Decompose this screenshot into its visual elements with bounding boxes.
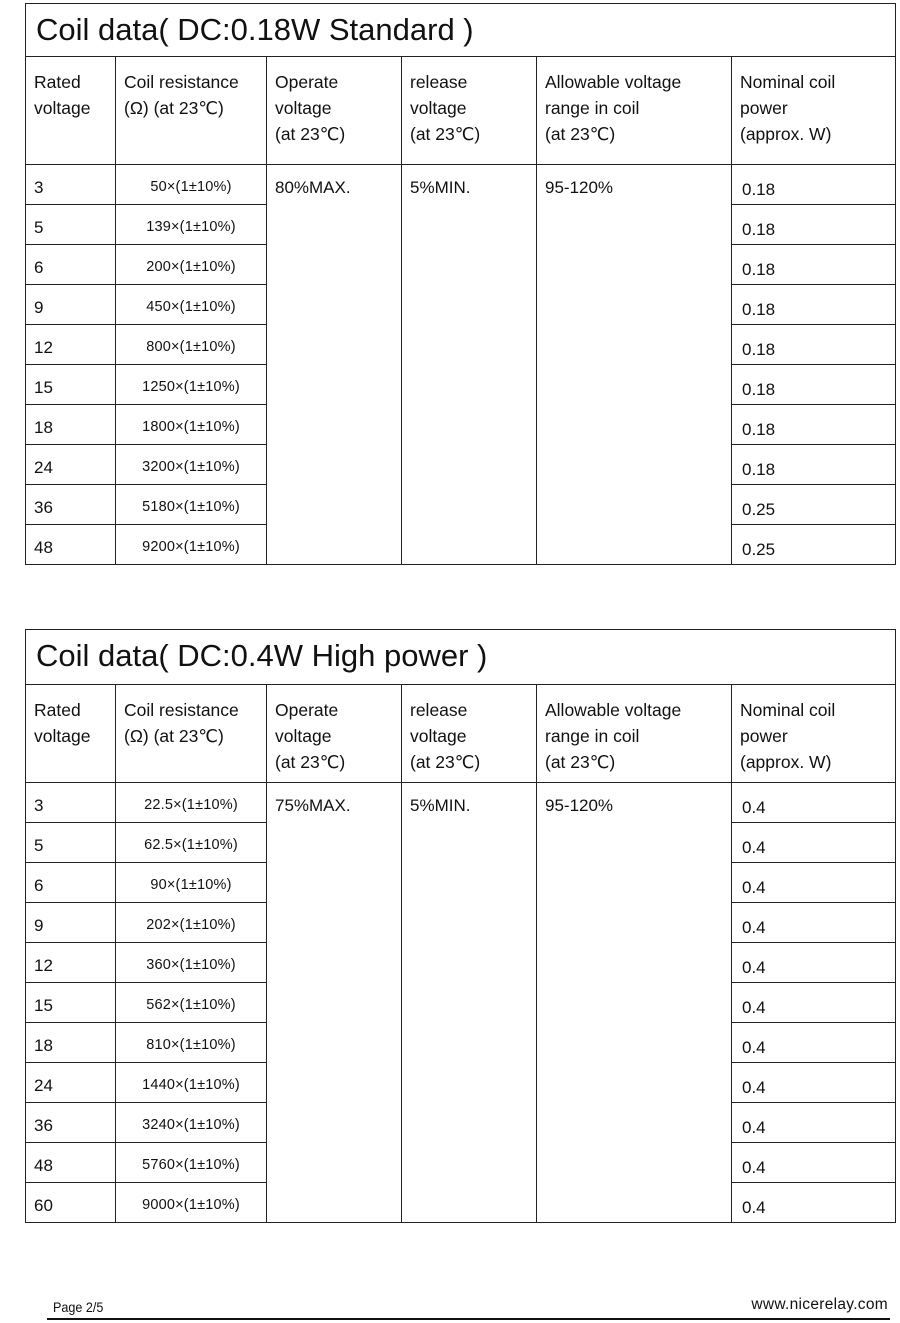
coil-resistance-cell: 3240×(1±10%) bbox=[116, 1103, 267, 1143]
nominal-coil-power-cell: 0.18 bbox=[732, 405, 896, 445]
header-nominal-coil-power bbox=[732, 685, 896, 783]
header-operate-voltage-line: Operate bbox=[275, 72, 339, 92]
footer-divider bbox=[47, 1318, 890, 1320]
nominal-coil-power-cell: 0.4 bbox=[732, 1183, 896, 1223]
coil-resistance-cell: 1800×(1±10%) bbox=[116, 405, 267, 445]
rated-voltage-cell: 9 bbox=[26, 285, 116, 325]
table-title: Coil data( DC:0.18W Standard ) bbox=[26, 4, 896, 57]
rated-voltage-cell: 5 bbox=[26, 823, 116, 863]
rated-voltage-cell: 3 bbox=[26, 783, 116, 823]
allowable-voltage-range-cell: 95-120% bbox=[537, 165, 732, 565]
coil-resistance-cell: 5180×(1±10%) bbox=[116, 485, 267, 525]
header-release-voltage-line: release bbox=[410, 72, 468, 92]
coil-resistance-cell: 139×(1±10%) bbox=[116, 205, 267, 245]
nominal-coil-power-cell: 0.4 bbox=[732, 983, 896, 1023]
header-operate-voltage-line: voltage bbox=[275, 726, 332, 746]
table-title-row bbox=[26, 630, 896, 685]
header-coil-resistance-line: Coil resistance bbox=[124, 72, 239, 92]
coil-resistance-cell: 202×(1±10%) bbox=[116, 903, 267, 943]
operate-voltage-cell: 80%MAX. bbox=[267, 165, 402, 565]
coil-resistance-cell: 1440×(1±10%) bbox=[116, 1063, 267, 1103]
coil-resistance-cell: 50×(1±10%) bbox=[116, 165, 267, 205]
header-rated-voltage-line: Rated bbox=[34, 72, 81, 92]
header-rated-voltage bbox=[26, 685, 116, 783]
header-coil-resistance-line: (Ω) (at 23℃) bbox=[124, 98, 224, 118]
coil-resistance-cell: 450×(1±10%) bbox=[116, 285, 267, 325]
header-rated-voltage-line: voltage bbox=[34, 726, 91, 746]
nominal-coil-power-cell: 0.4 bbox=[732, 1143, 896, 1183]
header-nominal-coil-power-line: Nominal coil bbox=[740, 700, 836, 720]
coil-resistance-cell: 810×(1±10%) bbox=[116, 1023, 267, 1063]
header-allowable-voltage-range bbox=[537, 685, 732, 783]
rated-voltage-cell: 60 bbox=[26, 1183, 116, 1223]
nominal-coil-power-cell: 0.18 bbox=[732, 365, 896, 405]
header-operate-voltage-line: (at 23℃) bbox=[275, 124, 346, 144]
coil-resistance-cell: 200×(1±10%) bbox=[116, 245, 267, 285]
table-title: Coil data( DC:0.4W High power ) bbox=[26, 630, 896, 685]
header-release-voltage-line: (at 23℃) bbox=[410, 124, 481, 144]
table-title-row bbox=[26, 4, 896, 57]
nominal-coil-power-cell: 0.18 bbox=[732, 325, 896, 365]
operate-voltage-cell: 75%MAX. bbox=[267, 783, 402, 1223]
header-nominal-coil-power-line: (approx. W) bbox=[740, 124, 832, 144]
nominal-coil-power-cell: 0.4 bbox=[732, 1023, 896, 1063]
coil-data-table-standard bbox=[25, 3, 896, 565]
nominal-coil-power-cell: 0.18 bbox=[732, 245, 896, 285]
header-nominal-coil-power-line: power bbox=[740, 98, 788, 118]
rated-voltage-cell: 5 bbox=[26, 205, 116, 245]
header-rated-voltage-line: voltage bbox=[34, 98, 91, 118]
nominal-coil-power-cell: 0.4 bbox=[732, 1103, 896, 1143]
coil-resistance-cell: 62.5×(1±10%) bbox=[116, 823, 267, 863]
nominal-coil-power-cell: 0.4 bbox=[732, 783, 896, 823]
coil-resistance-cell: 22.5×(1±10%) bbox=[116, 783, 267, 823]
coil-resistance-cell: 562×(1±10%) bbox=[116, 983, 267, 1023]
coil-resistance-cell: 360×(1±10%) bbox=[116, 943, 267, 983]
page-number: Page 2/5 bbox=[53, 1299, 104, 1315]
header-coil-resistance-line: (Ω) (at 23℃) bbox=[124, 726, 224, 746]
header-release-voltage bbox=[402, 685, 537, 783]
rated-voltage-cell: 12 bbox=[26, 943, 116, 983]
rated-voltage-cell: 18 bbox=[26, 405, 116, 445]
coil-resistance-cell: 9200×(1±10%) bbox=[116, 525, 267, 565]
rated-voltage-cell: 12 bbox=[26, 325, 116, 365]
nominal-coil-power-cell: 0.4 bbox=[732, 1063, 896, 1103]
header-operate-voltage-line: (at 23℃) bbox=[275, 752, 346, 772]
header-allowable-voltage-range-line: range in coil bbox=[545, 726, 640, 746]
header-allowable-voltage-range bbox=[537, 57, 732, 165]
header-rated-voltage-line: Rated bbox=[34, 700, 81, 720]
rated-voltage-cell: 48 bbox=[26, 1143, 116, 1183]
header-release-voltage-line: release bbox=[410, 700, 468, 720]
release-voltage-cell: 5%MIN. bbox=[402, 783, 537, 1223]
rated-voltage-cell: 15 bbox=[26, 365, 116, 405]
coil-resistance-cell: 5760×(1±10%) bbox=[116, 1143, 267, 1183]
table-header-row bbox=[26, 685, 896, 783]
rated-voltage-cell: 6 bbox=[26, 863, 116, 903]
header-release-voltage-line: (at 23℃) bbox=[410, 752, 481, 772]
nominal-coil-power-cell: 0.4 bbox=[732, 863, 896, 903]
nominal-coil-power-cell: 0.4 bbox=[732, 903, 896, 943]
header-coil-resistance bbox=[116, 57, 267, 165]
rated-voltage-cell: 48 bbox=[26, 525, 116, 565]
header-operate-voltage bbox=[267, 685, 402, 783]
coil-resistance-cell: 90×(1±10%) bbox=[116, 863, 267, 903]
header-nominal-coil-power-line: power bbox=[740, 726, 788, 746]
nominal-coil-power-cell: 0.18 bbox=[732, 165, 896, 205]
rated-voltage-cell: 9 bbox=[26, 903, 116, 943]
coil-resistance-cell: 1250×(1±10%) bbox=[116, 365, 267, 405]
header-allowable-voltage-range-line: range in coil bbox=[545, 98, 640, 118]
allowable-voltage-range-cell: 95-120% bbox=[537, 783, 732, 1223]
header-allowable-voltage-range-line: (at 23℃) bbox=[545, 124, 616, 144]
nominal-coil-power-cell: 0.25 bbox=[732, 485, 896, 525]
rated-voltage-cell: 6 bbox=[26, 245, 116, 285]
header-release-voltage bbox=[402, 57, 537, 165]
header-allowable-voltage-range-line: (at 23℃) bbox=[545, 752, 616, 772]
header-allowable-voltage-range-line: Allowable voltage bbox=[545, 72, 682, 92]
release-voltage-cell: 5%MIN. bbox=[402, 165, 537, 565]
website-url: www.nicerelay.com bbox=[751, 1296, 888, 1313]
rated-voltage-cell: 24 bbox=[26, 1063, 116, 1103]
header-nominal-coil-power bbox=[732, 57, 896, 165]
header-operate-voltage-line: Operate bbox=[275, 700, 339, 720]
table-row bbox=[26, 165, 896, 205]
coil-resistance-cell: 800×(1±10%) bbox=[116, 325, 267, 365]
header-release-voltage-line: voltage bbox=[410, 98, 467, 118]
rated-voltage-cell: 24 bbox=[26, 445, 116, 485]
coil-data-table-high-power bbox=[25, 629, 896, 1223]
header-allowable-voltage-range-line: Allowable voltage bbox=[545, 700, 682, 720]
header-rated-voltage bbox=[26, 57, 116, 165]
table-row bbox=[26, 783, 896, 823]
table-header-row bbox=[26, 57, 896, 165]
header-nominal-coil-power-line: (approx. W) bbox=[740, 752, 832, 772]
nominal-coil-power-cell: 0.18 bbox=[732, 285, 896, 325]
nominal-coil-power-cell: 0.25 bbox=[732, 525, 896, 565]
rated-voltage-cell: 3 bbox=[26, 165, 116, 205]
coil-resistance-cell: 9000×(1±10%) bbox=[116, 1183, 267, 1223]
rated-voltage-cell: 36 bbox=[26, 1103, 116, 1143]
coil-resistance-cell: 3200×(1±10%) bbox=[116, 445, 267, 485]
header-coil-resistance-line: Coil resistance bbox=[124, 700, 239, 720]
rated-voltage-cell: 18 bbox=[26, 1023, 116, 1063]
rated-voltage-cell: 36 bbox=[26, 485, 116, 525]
header-release-voltage-line: voltage bbox=[410, 726, 467, 746]
nominal-coil-power-cell: 0.18 bbox=[732, 445, 896, 485]
header-operate-voltage bbox=[267, 57, 402, 165]
header-operate-voltage-line: voltage bbox=[275, 98, 332, 118]
nominal-coil-power-cell: 0.4 bbox=[732, 823, 896, 863]
header-nominal-coil-power-line: Nominal coil bbox=[740, 72, 836, 92]
nominal-coil-power-cell: 0.4 bbox=[732, 943, 896, 983]
header-coil-resistance bbox=[116, 685, 267, 783]
rated-voltage-cell: 15 bbox=[26, 983, 116, 1023]
nominal-coil-power-cell: 0.18 bbox=[732, 205, 896, 245]
